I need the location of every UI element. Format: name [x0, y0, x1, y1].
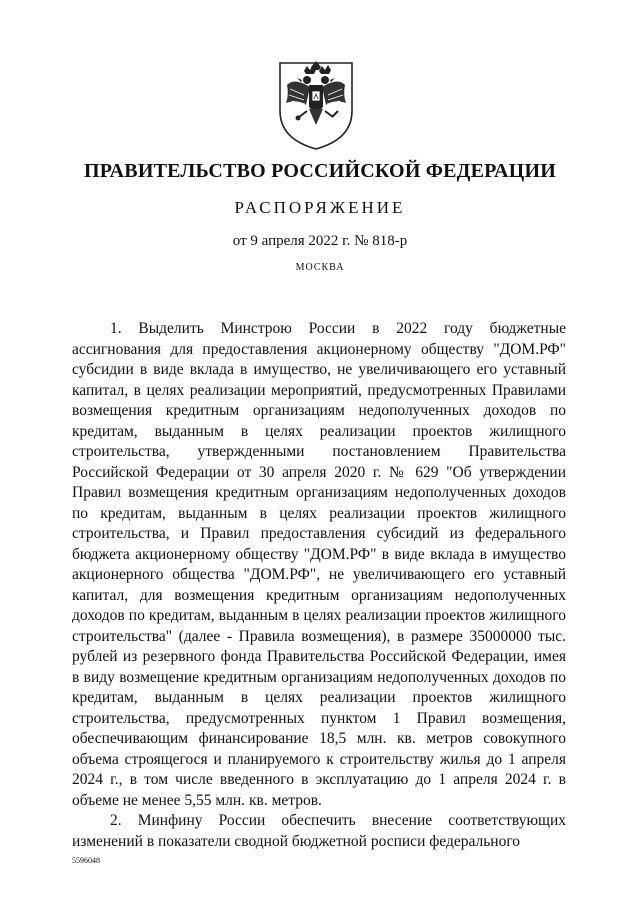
double-headed-eagle-icon [274, 55, 358, 151]
document-date-number: от 9 апреля 2022 г. № 818-р [232, 233, 408, 249]
paragraph-1: 1. Выделить Минстрою России в 2022 году бюджетные ассигнования для предоставления акционерному обществу "ДОМ.РФ" субсидии в виде вклада в имущество, не увеличивающего его уставный капитал, в целях реализации мероприятий, предусмотренных Правилами возмещения кредитным организациям недополученных доходов по кредитам, выданным в целях реализации проектов жилищного строительства, утвержденными постановлением Правительства Российской Федерации от 30 апреля 2020 г. № 629 "Об утверждении Правил возмещения кредитным организациям недополученных доходов по кредитам, выданным в целях реализации проектов жилищного строительства, и Правил предоставления субсидий из федерального бюджета акционерному обществу "ДОМ.РФ" в виде вклада в имущество акционерного общества "ДОМ.РФ", не увеличивающего его уставный капитал, для возмещения кредитным организациям недополученных доходов по кредитам, выданным в целях реализации проектов жилищного строительства" (далее - Правила возмещения), в размере 35000000 тыс. рублей из резервного фонда Правительства Российской Федерации, имея в виду возмещение кредитным организациям недополученных доходов по кредитам, выданным в целях реализации проектов жилищного строительства, предусмотренных пунктом 1 Правил возмещения, обеспечивающим финансирование 18,5 млн. кв. метров совокупного объема строящегося и планируемого к строительству жилья до 1 апреля 2024 г., в том числе введенного в эксплуатацию до 1 апреля 2024 г. в объеме не менее 5,55 млн. кв. метров. [72, 320, 566, 809]
paragraph-2: 2. Минфину России обеспечить внесение соответствующих изменений в показатели сводной бюджетной росписи федерального [72, 812, 566, 850]
page-title: ПРАВИТЕЛЬСТВО РОССИЙСКОЙ ФЕДЕРАЦИИ [84, 160, 556, 182]
document-type: РАСПОРЯЖЕНИЕ [234, 198, 406, 217]
document-body [72, 319, 566, 852]
document-code: 5596048 [72, 856, 100, 865]
document-city: МОСКВА [295, 262, 345, 273]
